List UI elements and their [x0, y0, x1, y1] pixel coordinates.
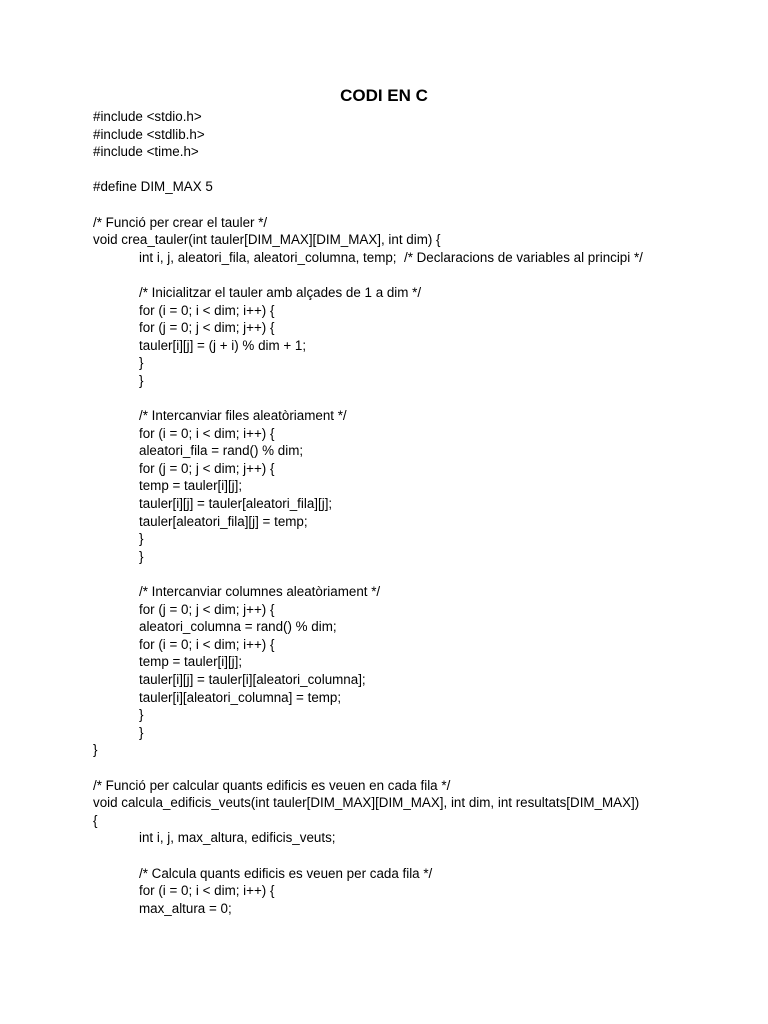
code-line: for (i = 0; i < dim; i++) {: [139, 425, 275, 441]
code-line: /* Funció per calcular quants edificis es veuen en cada fila */: [93, 777, 451, 793]
code-line: max_altura = 0;: [139, 900, 232, 916]
code-line: /* Inicialitzar el tauler amb alçades de 1 a dim */: [139, 284, 422, 300]
code-line: for (j = 0; j < dim; j++) {: [139, 601, 275, 617]
code-line: }: [139, 548, 144, 564]
code-line: #include <time.h>: [93, 144, 199, 160]
code-line: /* Intercanviar columnes aleatòriament */: [139, 584, 381, 600]
code-line: #include <stdlib.h>: [93, 126, 205, 142]
code-line: tauler[aleatori_fila][j] = temp;: [139, 513, 308, 529]
code-line: }: [139, 724, 144, 740]
code-line: /* Intercanviar files aleatòriament */: [139, 408, 347, 424]
blank-line: [93, 266, 753, 284]
code-line: aleatori_columna = rand() % dim;: [139, 619, 337, 635]
blank-line: [93, 390, 753, 408]
code-line: tauler[i][j] = tauler[aleatori_fila][j];: [139, 496, 333, 512]
code-line: }: [139, 372, 144, 388]
code-line: int i, j, max_altura, edificis_veuts;: [139, 830, 336, 846]
code-line: for (j = 0; j < dim; j++) {: [139, 320, 275, 336]
code-line: tauler[i][j] = tauler[i][aleatori_columna];: [139, 672, 366, 687]
blank-line: [93, 161, 753, 179]
code-line: /* Calcula quants edificis es veuen per cada fila */: [139, 865, 433, 881]
code-line: void calcula_edificis_veuts(int tauler[DIM_MAX][DIM_MAX], int dim, int resultats[DIM_MAX]): [93, 795, 640, 811]
blank-line: [93, 759, 753, 777]
code-line: {: [93, 812, 98, 828]
code-line: #include <stdio.h>: [93, 109, 202, 124]
code-line: tauler[i][aleatori_columna] = temp;: [139, 689, 342, 705]
blank-line: [93, 196, 753, 214]
code-line: temp = tauler[i][j];: [139, 654, 243, 670]
code-line: /* Funció per crear el tauler */: [93, 214, 268, 230]
code-line: }: [139, 355, 144, 371]
code-line: temp = tauler[i][j];: [139, 478, 243, 494]
code-line: for (i = 0; i < dim; i++) {: [139, 302, 275, 318]
code-line: aleatori_fila = rand() % dim;: [139, 443, 304, 459]
code-line: tauler[i][j] = (j + i) % dim + 1;: [139, 337, 307, 353]
code-line: for (i = 0; i < dim; i++) {: [139, 883, 275, 899]
code-line: void crea_tauler(int tauler[DIM_MAX][DIM_MAX], int dim) {: [93, 232, 441, 248]
code-line: }: [139, 707, 144, 723]
code-line: for (i = 0; i < dim; i++) {: [139, 636, 275, 652]
code-line: for (j = 0; j < dim; j++) {: [139, 460, 275, 476]
code-listing: [93, 108, 753, 917]
code-line: int i, j, aleatori_fila, aleatori_columna, temp; /* Declaracions de variables al principi */: [139, 249, 643, 265]
blank-line: [93, 565, 753, 583]
document-title: CODI EN C: [340, 86, 428, 105]
code-line: }: [93, 742, 98, 758]
code-line: #define DIM_MAX 5: [93, 179, 213, 195]
code-line: }: [139, 531, 144, 547]
blank-line: [93, 847, 753, 865]
